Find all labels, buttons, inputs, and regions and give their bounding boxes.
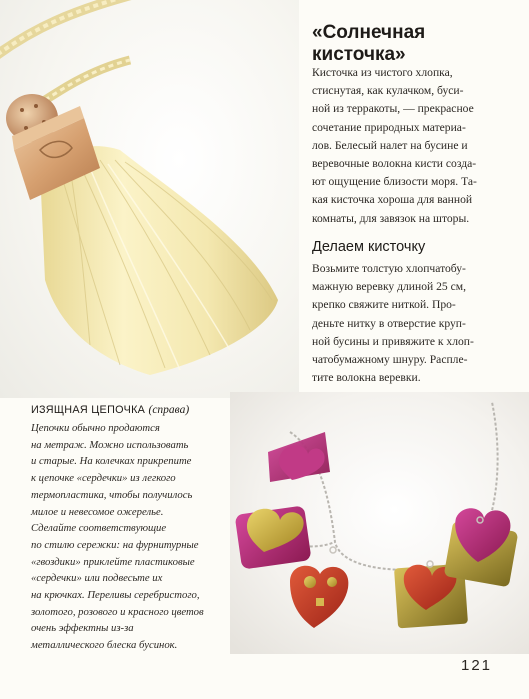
caption-heading [31, 404, 241, 416]
article-intro-line: стиснутая, как кулачком, буси- [312, 84, 464, 98]
article-intro-line: сочетание природных материа- [312, 120, 466, 134]
caption-heading-note: (справа) [148, 404, 190, 416]
howto-line: чатобумажному шнуру. Распле- [312, 353, 468, 367]
howto-line: крепко свяжите ниткой. Про- [312, 298, 456, 312]
caption-line: очень эффектны из-за [31, 622, 134, 635]
article-intro-line: ной из терракоты, — прекрасное [312, 102, 474, 116]
caption-line: и старые. На колечках прикрепите [31, 455, 192, 468]
necklace-illustration [230, 392, 529, 654]
article-title [312, 22, 522, 66]
howto-heading: Делаем кисточку [312, 239, 426, 255]
caption-line: Сделайте соответствующие [31, 522, 167, 535]
caption-line: милое и невесомое ожерелье. [31, 505, 164, 518]
cord-loop [0, 0, 150, 60]
tassel-illustration [0, 0, 299, 398]
article-intro-line: кая кисточка хороша для ванной [312, 193, 473, 207]
howto-text [312, 260, 490, 387]
caption-line: термопластика, чтобы получилось [31, 488, 193, 501]
necklace-photo [230, 392, 529, 654]
tassel-fibers [40, 146, 278, 375]
article-title-line: кисточка» [312, 44, 406, 65]
howto-line: Возьмите толстую хлопчатобу- [312, 262, 466, 275]
caption-heading-text: ИЗЯЩНАЯ ЦЕПОЧКА [31, 404, 146, 416]
article-intro-line: ют ощущение близости моря. Та- [312, 175, 477, 189]
caption-text [31, 420, 221, 654]
article-intro [312, 64, 490, 228]
caption-line: металлического блеска бусинок. [31, 639, 178, 652]
heart-pendant-gold-left [235, 505, 312, 569]
tassel-photo [0, 0, 299, 398]
caption-line: Цепочки обычно продаются [31, 422, 160, 434]
howto-line: деньте нитку в отверстие круп- [312, 316, 466, 330]
caption-line: на метраж. Можно использовать [31, 438, 189, 451]
caption-line: «гвоздики» приклейте пластиковые [31, 555, 195, 568]
article-intro-line: комнаты, для завязок на шторы. [312, 211, 470, 225]
article-intro-line: веревочные волокна кисти созда- [312, 157, 477, 171]
article-intro-line: Кисточка из чистого хлопка, [312, 66, 453, 79]
page-number: 121 [461, 657, 493, 674]
caption-line: на крючках. Переливы серебристого, [31, 589, 200, 602]
article-intro-line: лов. Белесый налет на бусине и [312, 138, 468, 152]
caption-line: к цепочке «сердечки» из легкого [31, 472, 176, 485]
howto-line: ной бусины и привяжите к хлоп- [312, 334, 474, 348]
howto-line: мажную веревку длиной 25 см, [312, 280, 466, 294]
caption-line: «сердечки» или подвесьте их [31, 572, 163, 585]
caption-line: по стилю сережки: на фурнитурные [31, 538, 199, 551]
article-title-line: «Солнечная [312, 22, 426, 43]
caption-line: золотого, розового и красного цветов [31, 605, 204, 618]
howto-line: тите волокна веревки. [312, 371, 421, 385]
